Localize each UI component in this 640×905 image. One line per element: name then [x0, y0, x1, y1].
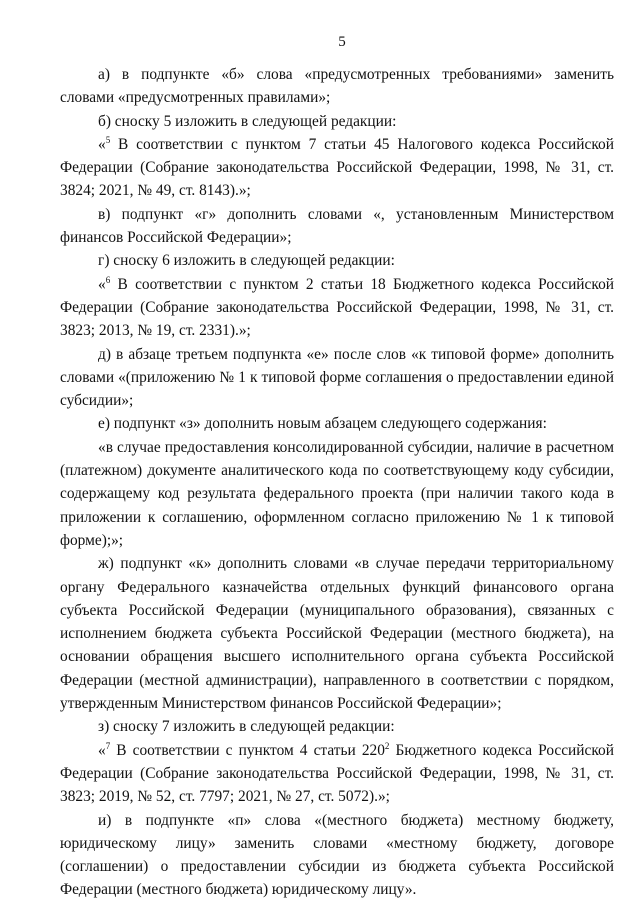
footnote-7-body-end: Бюджетного кодекса Российской Федерации (Собрание законодательства Российской Федерации, 1998, № 31, ст. 3823; 2019, № 52, ст. 7797; 2021, № 27, ст. 5072).»;	[60, 741, 614, 806]
open-quote: «	[98, 135, 106, 153]
paragraph-v: в) подпункт «г» дополнить словами «, установленным Министерством финансов Российской Федерации»;	[60, 205, 614, 247]
article-superscript: 2	[384, 740, 390, 751]
paragraph-g: г) сноску 6 изложить в следующей редакции:	[98, 252, 395, 270]
paragraph-e-new-abzac: «в случае предоставления консолидированной субсидии, наличие в расчетном (платежном) документе аналитического кода по соответствующему коду субсидии, содержащему код результата федерального проекта (при наличии такого кода в приложении к соглашению, оформленном согласно приложению № 1 к типовой форме);»;	[60, 438, 614, 549]
paragraph-d: д) в абзаце третьем подпункта «е» после слов «к типовой форме» дополнить словами «(приложению № 1 к типовой форме соглашения о предоставлении единой субсидии»;	[60, 345, 614, 410]
footnote-5-text	[60, 133, 614, 203]
paragraph-e: е) подпункт «з» дополнить новым абзацем следующего содержания:	[98, 415, 547, 433]
footnote-6-text	[60, 273, 614, 343]
footnote-mark-7: 7	[105, 740, 111, 751]
page-number: 5	[338, 34, 346, 50]
footnote-6-body: В соответствии с пунктом 2 статьи 18 Бюджетного кодекса Российской Федерации (Собрание законодательства Российской Федерации, 1998, № 31, ст. 3823; 2013, № 19, ст. 2331).»;	[60, 275, 614, 340]
footnote-7-body-start: В соответствии с пунктом 4 статьи 220	[110, 741, 385, 759]
footnote-7-text	[60, 739, 614, 809]
paragraph-a: а) в подпункте «б» слова «предусмотренных требованиями» заменить словами «предусмотренных правилами»;	[60, 66, 614, 107]
paragraph-z: з) сноску 7 изложить в следующей редакции:	[98, 718, 395, 736]
paragraph-zh: ж) подпункт «к» дополнить словами «в случае передачи территориальному органу Федерального казначейства отдельных функций финансового органа субъекта Российской Федерации (муниципального образования), связанных с исполнением бюджета субъекта Российской Федерации (местного бюджета), на основании обращения высшего исполнительного органа субъекта Российской Федерации (местной администрации), направленного в соответствии с порядком, утвержденным Министерством финансов Российской Федерации»;	[60, 555, 614, 713]
footnote-mark-6: 6	[105, 274, 111, 285]
open-quote: «	[98, 741, 106, 759]
paragraph-i: и) в подпункте «п» слова «(местного бюджета) местному бюджету, юридическому лицу» заменить словами «местному бюджету, договоре (соглашении) о предоставлении субсидии из бюджета субъекта Российской Федерации (местного бюджета) юридическому лицу».	[60, 811, 614, 899]
footnote-mark-5: 5	[105, 134, 111, 145]
footnote-5-body: В соответствии с пунктом 7 статьи 45 Налогового кодекса Российской Федерации (Собрание законодательства Российской Федерации, 1998, № 31, ст. 3824; 2021, № 49, ст. 8143).»;	[60, 135, 614, 200]
open-quote: «	[98, 275, 106, 293]
paragraph-b: б) сноску 5 изложить в следующей редакции:	[98, 112, 397, 130]
